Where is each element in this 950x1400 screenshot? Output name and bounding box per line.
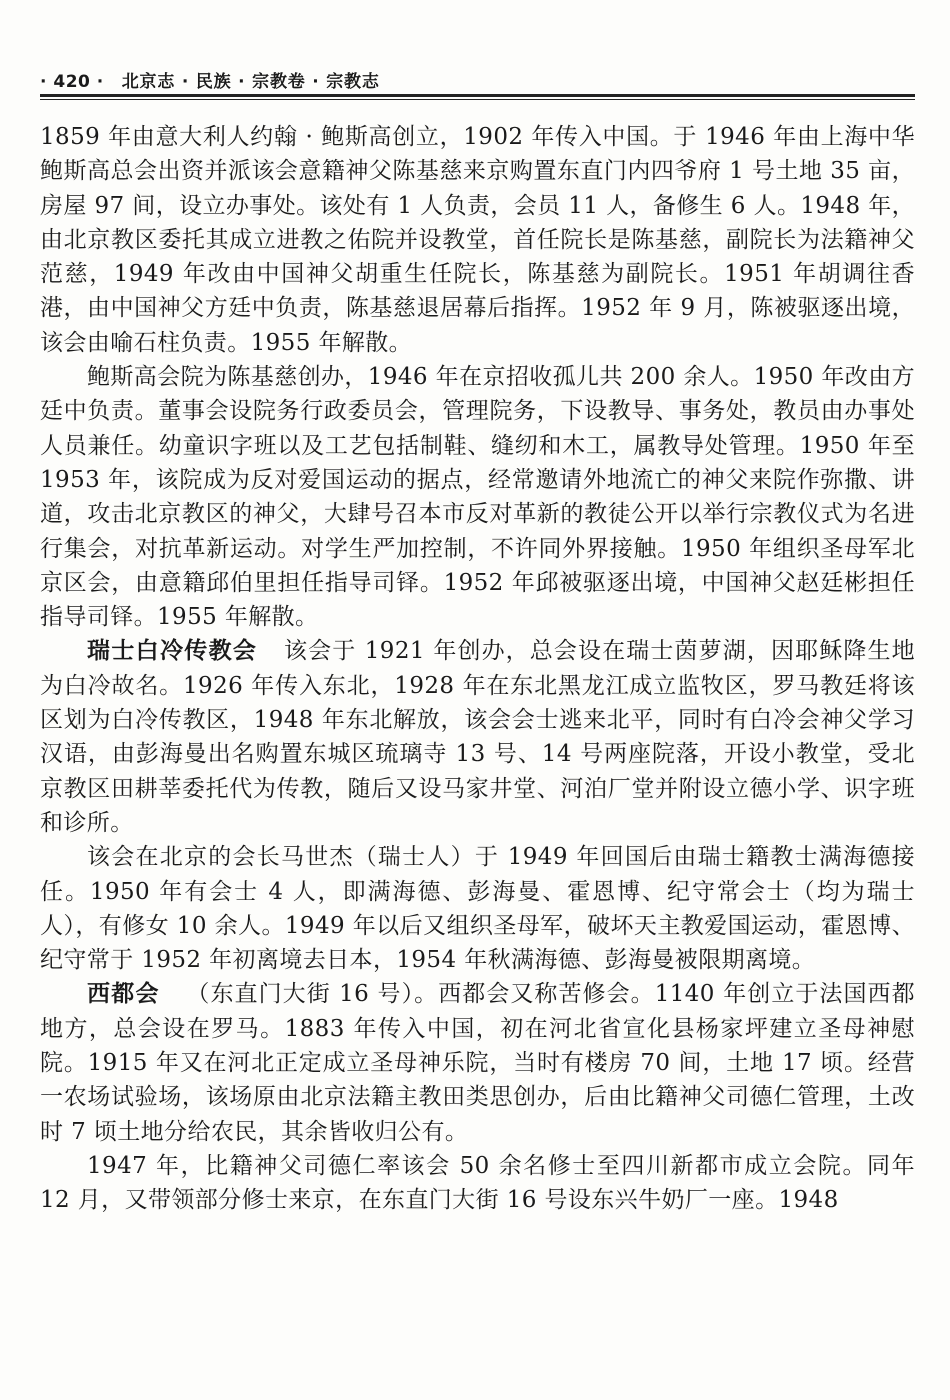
paragraph-text: 鲍斯高会院为陈基慈创办，1946 年在京招收孤儿共 200 余人。1950 年改由方廷中负责。董事会设院务行政委员会，管理院务，下设教导、事务处，教员由办事处人员兼任。幼童识字班以及工艺包括制鞋、缝纫和木工，属教导处管理。1950 年至 1953 年，该院成为反对爱国运动的据点，经常邀请外地流亡的神父来院作弥撒、讲道，攻击北京教区的神父，大肆号召本市反对革新的教徒公开以举行宗教仪式为名进行集会，对抗革新运动。对学生严加控制，不许同外界接触。1950 年组织圣母军北京区会，由意籍邱伯里担任指导司铎。1952 年邱被驱逐出境，中国神父赵廷彬担任指导司铎。1955 年解散。 bbox=[40, 364, 916, 631]
section-heading: 瑞士白冷传教会 bbox=[87, 638, 258, 665]
paragraph-cistercian-order bbox=[40, 977, 915, 1148]
header-rule-thick bbox=[40, 94, 915, 97]
paragraph-text: 1859 年由意大利人约翰 · 鲍斯高创立，1902 年传入中国。于 1946 年由上海中华鲍斯高总会出资并派该会意籍神父陈基慈来京购置东直门内四爷府 1 号土地 35 亩，房屋 97 间，设立办事处。该处有 1 人负责，会员 11 人，备修生 6 人。1948 年，由北京教区委托其成立进教之佑院并设教堂，首任院长是陈基慈，副院长为法籍神父范慈，1949 年改由中国神父胡重生任院长，陈基慈为副院长。1951 年胡调往香港，由中国神父方廷中负责，陈基慈退居幕后指挥。1952 年 9 月，陈被驱逐出境，该会由喻石柱负责。1955 年解散。 bbox=[40, 124, 915, 356]
paragraph-cistercian-1947 bbox=[40, 1149, 915, 1218]
paragraph-text: （东直门大街 16 号）。西都会又称苦修会。1140 年创立于法国西都地方，总会设在罗马。1883 年传入中国，初在河北省宣化县杨家坪建立圣母神慰院。1915 年又在河北正定成立圣母神乐院，当时有楼房 70 间，土地 17 顷。经营一农场试验场，该场原由北京法籍主教田类思创办，后由比籍神父司德仁管理，土改时 7 顷土地分给农民，其余皆收归公有。 bbox=[40, 981, 915, 1145]
section-heading: 西都会 bbox=[87, 981, 160, 1008]
body-text bbox=[40, 120, 915, 1218]
paragraph-text: 该会在北京的会长马世杰（瑞士人）于 1949 年回国后由瑞士籍教士满海德接任。1950 年有会士 4 人，即满海德、彭海曼、霍恩博、纪守常会士（均为瑞士人），有修女 10 余人。1949 年以后又组织圣母军，破坏天主教爱国运动，霍恩博、纪守常于 1952 年初离境去日本，1954 年秋满海德、彭海曼被限期离境。 bbox=[40, 844, 915, 974]
page-number: · 420 · bbox=[40, 72, 104, 92]
paragraph-bethlehem-members bbox=[40, 840, 915, 977]
paragraph-text: 该会于 1921 年创办，总会设在瑞士茵萝湖，因耶稣降生地为白冷故名。1926 年传入东北，1928 年在东北黑龙江成立监牧区，罗马教廷将该区划为白冷传教区，1948 年东北解放，该会会士逃来北平，同时有白冷会神父学习汉语，由彭海曼出名购置东城区琉璃寺 13 号、14 号两座院落，开设小教堂，受北京教区田耕莘委托代为传教，随后又设马家井堂、河泊厂堂并附设立德小学、识字班和诊所。 bbox=[40, 638, 915, 836]
paragraph-bosco-society bbox=[40, 120, 915, 360]
paragraph-bethlehem-mission bbox=[40, 634, 915, 840]
paragraph-bosco-orphanage bbox=[40, 360, 915, 634]
header-rule-thin bbox=[40, 99, 915, 100]
running-title: 北京志 · 民族 · 宗教卷 · 宗教志 bbox=[121, 72, 380, 92]
running-header bbox=[40, 58, 915, 92]
paragraph-text: 1947 年，比籍神父司德仁率该会 50 余名修士至四川新都市成立会院。同年 12 月，又带领部分修士来京，在东直门大街 16 号设东兴牛奶厂一座。1948 bbox=[40, 1152, 915, 1214]
